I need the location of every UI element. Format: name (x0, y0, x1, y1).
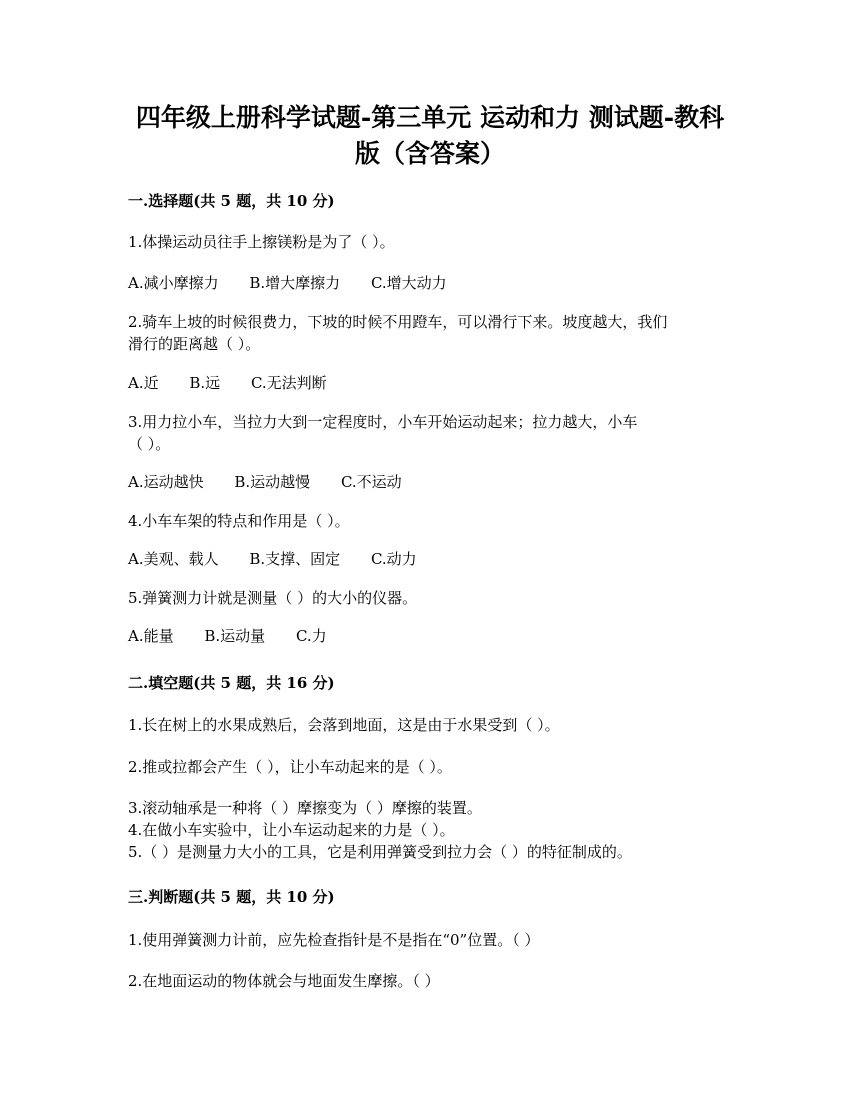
choice-options-2 (128, 372, 748, 394)
option-c: C.增大动力 (370, 274, 447, 292)
option-a: A.近 (128, 374, 159, 392)
section-heading-true-false: 三.判断题(共 5 题，共 10 分) (128, 888, 335, 906)
choice-question-2-line-2: 滑行的距离越（ ）。 (128, 335, 261, 353)
judge-question-2: 2.在地面运动的物体就会与地面发生摩擦。（ ） (128, 972, 440, 990)
document-title-line-2: 版（含答案） (354, 139, 505, 168)
fill-question-5: 5.（ ）是测量力大小的工具，它是利用弹簧受到拉力会（ ）的特征制成的。 (128, 843, 632, 861)
fill-question-1: 1.长在树上的水果成熟后，会落到地面，这是由于水果受到（ ）。 (128, 716, 560, 734)
option-a: A.能量 (128, 627, 174, 645)
option-b: B.增大摩擦力 (249, 274, 341, 292)
document-title-line-1: 四年级上册科学试题-第三单元 运动和力 测试题-教科 (135, 103, 725, 132)
choice-options-3 (128, 471, 748, 493)
choice-question-4: 4.小车车架的特点和作用是（ ）。 (128, 512, 350, 530)
fill-question-4: 4.在做小车实验中，让小车运动起来的力是（ ）。 (128, 821, 455, 839)
choice-question-3-line-2: （ ）。 (128, 435, 171, 453)
option-c: C.无法判断 (250, 374, 327, 392)
option-c: C.力 (295, 627, 327, 645)
option-b: B.运动量 (204, 627, 266, 645)
option-a: A.美观、载人 (128, 550, 219, 568)
option-b: B.远 (189, 374, 221, 392)
option-c: C.不运动 (340, 473, 402, 491)
option-b: B.支撑、固定 (249, 550, 341, 568)
section-heading-choice: 一.选择题(共 5 题，共 10 分) (128, 192, 335, 210)
fill-question-2: 2.推或拉都会产生（ ），让小车动起来的是（ ）。 (128, 758, 452, 776)
choice-question-2-line-1: 2.骑车上坡的时候很费力，下坡的时候不用蹬车，可以滑行下来。坡度越大，我们 (128, 313, 668, 331)
choice-options-5 (128, 625, 748, 647)
choice-question-5: 5.弹簧测力计就是测量（ ）的大小的仪器。 (128, 589, 418, 607)
option-c: C.动力 (370, 550, 417, 568)
choice-question-1: 1.体操运动员往手上擦镁粉是为了（ ）。 (128, 233, 395, 251)
choice-question-3-line-1: 3.用力拉小车，当拉力大到一定程度时，小车开始运动起来；拉力越大，小车 (128, 413, 638, 431)
option-a: A.运动越快 (128, 473, 204, 491)
option-b: B.运动越慢 (234, 473, 311, 491)
option-a: A.减小摩擦力 (128, 274, 219, 292)
section-heading-fill-blank: 二.填空题(共 5 题，共 16 分) (128, 674, 335, 692)
judge-question-1: 1.使用弹簧测力计前，应先检查指针是不是指在“0”位置。（ ） (128, 931, 540, 949)
fill-question-3: 3.滚动轴承是一种将（ ）摩擦变为（ ）摩擦的装置。 (128, 799, 482, 817)
choice-options-1 (128, 272, 748, 294)
choice-options-4 (128, 548, 748, 570)
